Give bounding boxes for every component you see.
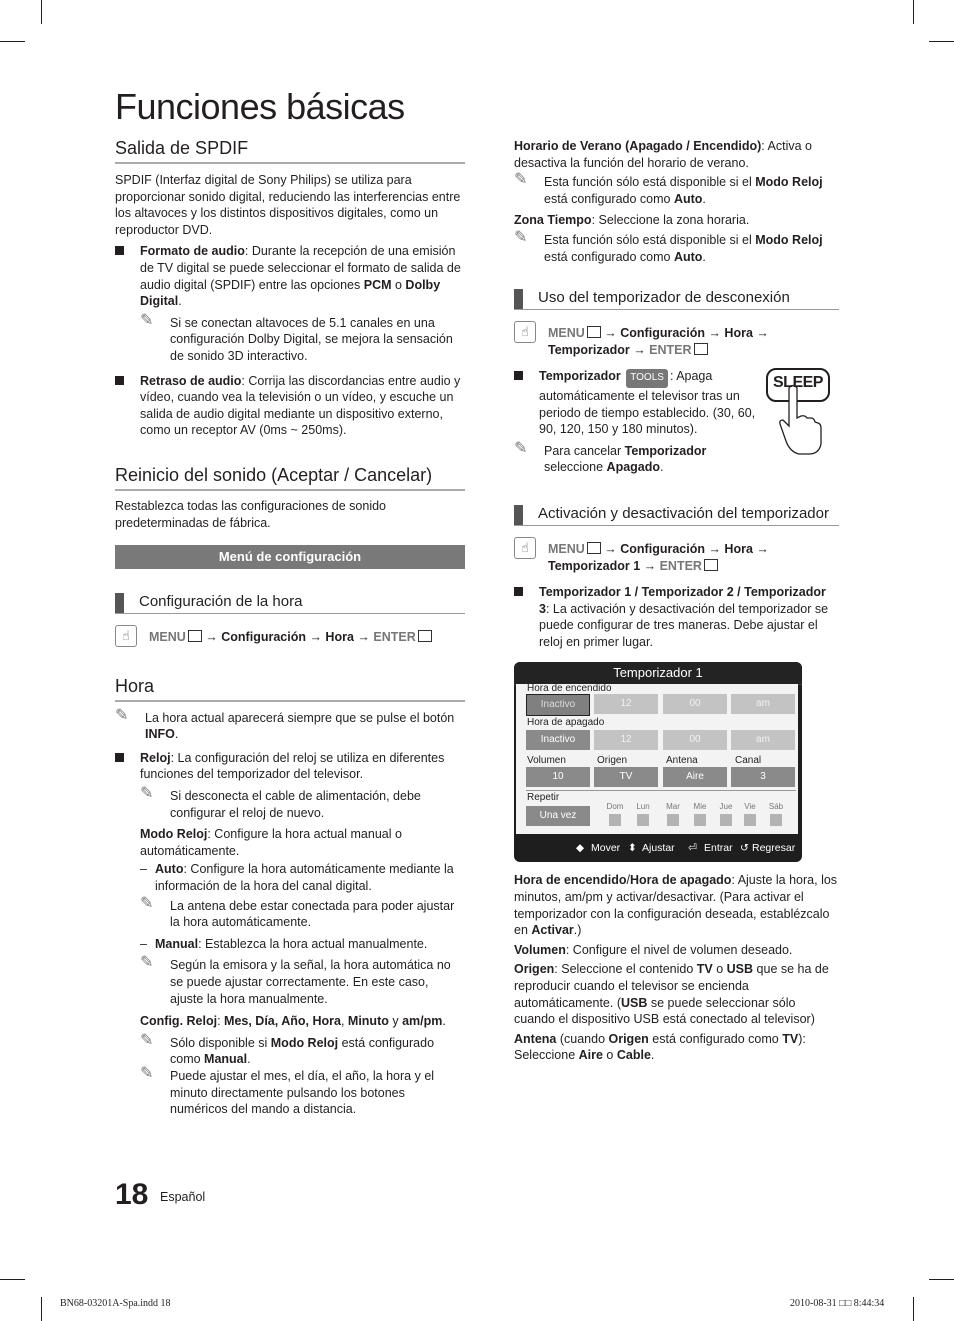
page-title: Funciones básicas bbox=[115, 86, 405, 127]
menu-hand-icon: ☝ bbox=[514, 321, 536, 343]
osd-move-label: Mover bbox=[591, 842, 621, 855]
crop-mark bbox=[41, 0, 42, 24]
note-solo-disponible: ✎ Sólo disponible si Modo Reloj está configurado como Manual. bbox=[140, 1031, 435, 1067]
note-verano-modo-reloj: ✎ Esta función sólo está disponible si el Modo Reloj está configurado como Auto. bbox=[514, 171, 823, 206]
note-emisora: ✎ Según la emisora y la señal, la hora automática no se puede ajustar correctamente. En este caso, ajuste la hora manualmente. bbox=[140, 954, 451, 1006]
menu-hand-icon: ☝ bbox=[514, 537, 536, 559]
osd-label-off: Hora de apagado bbox=[527, 717, 605, 729]
osd-enter-icon: ⏎ bbox=[688, 842, 697, 855]
osd-body bbox=[516, 684, 798, 834]
note-cancelar-temporizador: ✎ Para cancelar Temporizador seleccione Apagado. bbox=[514, 439, 707, 475]
osd-off-hour[interactable]: 12 bbox=[594, 730, 658, 750]
osd-adjust-icon: ⬍ bbox=[628, 842, 637, 855]
menu-path-temporizador-1: ☝ MENU → Configuración → Hora → Temporizador 1 → ENTER bbox=[514, 541, 839, 574]
osd-footer bbox=[514, 834, 802, 862]
note-pencil-icon: ✎ bbox=[115, 706, 129, 724]
temporizador-block bbox=[514, 368, 839, 476]
bullet-reloj: Reloj: La configuración del reloj se utiliza en diferentes funciones del temporizador del televisor. bbox=[115, 750, 465, 783]
crop-mark bbox=[0, 1279, 25, 1280]
note-cable: ✎ Si desconecta el cable de alimentación, debe configurar el reloj de nuevo. bbox=[140, 785, 421, 820]
crop-mark bbox=[913, 0, 914, 24]
crop-mark bbox=[929, 1279, 954, 1280]
timer-osd-screen bbox=[514, 662, 802, 862]
note-pencil-icon: ✎ bbox=[140, 1064, 154, 1082]
note-ajustar: ✎ Puede ajustar el mes, el día, el año, la hora y el minuto directamente pulsando los botones numéricos del mando a distancia. bbox=[140, 1064, 435, 1117]
menu-icon bbox=[587, 542, 601, 554]
reinicio-text: Restablezca todas las configuraciones de sonido predeterminadas de fábrica. bbox=[115, 498, 387, 530]
osd-on-state[interactable]: Inactivo bbox=[526, 694, 590, 716]
osd-label-source: Origen bbox=[597, 755, 628, 767]
section-heading-reinicio: Reinicio del sonido (Aceptar / Cancelar) bbox=[115, 465, 465, 491]
menu-config-banner: Menú de configuración bbox=[115, 545, 465, 569]
osd-repeat-value[interactable]: Una vez bbox=[526, 806, 590, 826]
right-column bbox=[514, 138, 839, 1064]
note-pencil-icon: ✎ bbox=[514, 171, 528, 189]
desc-origen: Origen: Seleccione el contenido TV o USB que se ha de reproducir cuando el televisor se encienda automáticamente. (USB se puede seleccionar sólo cuando el dispositivo USB está conectado al televisor) bbox=[514, 962, 829, 1027]
osd-title: Temporizador 1 bbox=[514, 662, 802, 685]
osd-enter-label: Entrar bbox=[704, 842, 733, 855]
menu-path-temporizador: ☝ MENU → Configuración → Hora → Temporizador → ENTER bbox=[514, 325, 839, 358]
osd-channel-value[interactable]: 3 bbox=[731, 767, 795, 787]
osd-day-checkbox[interactable] bbox=[694, 814, 706, 826]
osd-day-checkbox[interactable] bbox=[609, 814, 621, 826]
osd-off-ampm[interactable]: am bbox=[731, 730, 795, 750]
crop-mark bbox=[0, 41, 25, 42]
enter-icon bbox=[704, 559, 718, 571]
page-number: 18 bbox=[115, 1178, 149, 1211]
note-dolby: ✎ Si se conectan altavoces de 5.1 canales en una configuración Dolby Digital, se mejora la sensación de sonido 3D interactivo. bbox=[140, 311, 453, 363]
heading-bar bbox=[115, 593, 124, 613]
osd-off-state[interactable]: Inactivo bbox=[526, 730, 590, 750]
note-pencil-icon: ✎ bbox=[514, 439, 528, 457]
osd-source-value[interactable]: TV bbox=[594, 767, 658, 787]
osd-label-on: Hora de encendido bbox=[527, 683, 612, 695]
osd-label-volume: Volumen bbox=[527, 755, 566, 767]
note-pencil-icon: ✎ bbox=[140, 785, 154, 803]
note-pencil-icon: ✎ bbox=[140, 1031, 154, 1049]
osd-day-label: Vie bbox=[744, 802, 756, 812]
menu-icon bbox=[587, 326, 601, 338]
note-pencil-icon: ✎ bbox=[140, 311, 154, 329]
note-zona-modo-reloj: ✎ Esta función sólo está disponible si el Modo Reloj está configurado como Auto. bbox=[514, 228, 823, 264]
bullet-square-icon bbox=[115, 376, 124, 385]
osd-divider bbox=[526, 790, 796, 791]
tools-badge: TOOLS bbox=[626, 369, 668, 388]
bullet-retraso-audio: Retraso de audio: Corrija las discordancias entre audio y vídeo, cuando vea la televisión o un vídeo, y escuche un salida de audio digital mediante un dispositivo externo, como un receptor AV (0ms ~ 250ms). bbox=[115, 373, 465, 439]
modo-reloj-text: Modo Reloj: Configure la hora actual manual o automáticamente. bbox=[140, 827, 402, 858]
osd-volume-value[interactable]: 10 bbox=[526, 767, 590, 787]
osd-return-label: Regresar bbox=[752, 842, 796, 855]
osd-day-label: Jue bbox=[719, 802, 733, 812]
osd-day-label: Lun bbox=[636, 802, 650, 812]
section-heading-activacion: Activación y desactivación del temporizador bbox=[514, 503, 839, 526]
section-heading-uso-temporizador: Uso del temporizador de desconexión bbox=[514, 287, 839, 310]
osd-day-checkbox[interactable] bbox=[720, 814, 732, 826]
desc-antena: Antena (cuando Origen está configurado como TV): Seleccione Aire o Cable. bbox=[514, 1031, 806, 1063]
bullet-square-icon bbox=[115, 753, 124, 762]
bullet-temporizador: Temporizador TOOLS : Apaga automáticamente el televisor tras un periodo de tiempo establecido. (30, 60, 90, 120, 150 y 180 minutos). bbox=[514, 368, 764, 437]
osd-off-minute[interactable]: 00 bbox=[663, 730, 727, 750]
osd-day-checkbox[interactable] bbox=[744, 814, 756, 826]
spdif-intro: SPDIF (Interfaz digital de Sony Philips) se utiliza para proporcionar sonido digital, reduciendo las interferencias entre los altavoces y los distintos dispositivos digitales, como un reproductor DVD. bbox=[115, 173, 461, 237]
osd-label-antenna: Antena bbox=[666, 755, 698, 767]
footer-language: Español bbox=[160, 1190, 206, 1204]
desc-hora-encendido: Hora de encendido/Hora de apagado: Ajuste la hora, los minutos, am/pm y activar/desactivar. (Para activar el temporizador con la configuración deseada, establézcalo en Activar.) bbox=[514, 873, 838, 938]
note-pencil-icon: ✎ bbox=[140, 954, 154, 972]
slug-date: 2010-08-31 □□ 8:44:34 bbox=[790, 1298, 885, 1309]
osd-label-channel: Canal bbox=[735, 755, 762, 767]
osd-day-label: Sáb bbox=[768, 802, 784, 812]
bullet-temporizadores: Temporizador 1 / Temporizador 2 / Temporizador 3: La activación y desactivación del temporizador se puede configurar de tres maneras. Debe ajustar el reloj en primer lugar. bbox=[514, 584, 839, 650]
osd-on-minute[interactable]: 00 bbox=[663, 694, 727, 714]
enter-icon bbox=[694, 343, 708, 355]
osd-day-checkbox[interactable] bbox=[770, 814, 782, 826]
note-hora-actual: ✎ La hora actual aparecerá siempre que se pulse el botón INFO. bbox=[115, 706, 455, 742]
slug-file: BN68-03201A-Spa.indd 18 bbox=[60, 1298, 171, 1309]
section-heading-hora: Hora bbox=[115, 676, 465, 702]
enter-icon bbox=[418, 630, 432, 642]
dash-manual: – Manual: Establezca la hora actual manualmente. bbox=[140, 936, 428, 951]
heading-bar bbox=[514, 505, 523, 525]
menu-hand-icon: ☝ bbox=[115, 625, 137, 647]
bullet-square-icon bbox=[514, 587, 523, 596]
osd-adjust-label: Ajustar bbox=[642, 842, 675, 855]
note-antena: ✎ La antena debe estar conectada para poder ajustar la hora automáticamente. bbox=[140, 894, 455, 930]
dash-auto: – Auto: Configure la hora automáticamente mediante la información de la hora del canal digital. bbox=[140, 862, 454, 894]
menu-path-hora: ☝ MENU → Configuración → Hora → ENTER bbox=[115, 629, 465, 646]
desc-volumen: Volumen: Configure el nivel de volumen deseado. bbox=[514, 942, 793, 957]
sleep-button-illustration bbox=[764, 366, 834, 456]
crop-mark bbox=[41, 1297, 42, 1321]
note-pencil-icon: ✎ bbox=[140, 894, 154, 912]
osd-day-label: Dom bbox=[606, 802, 624, 812]
osd-day-checkbox[interactable] bbox=[667, 814, 679, 826]
horario-verano-text: Horario de Verano (Apagado / Encendido): Activa o desactiva la función del horario de verano. bbox=[514, 139, 812, 170]
osd-label-repeat: Repetir bbox=[527, 792, 560, 804]
osd-return-icon: ↺ bbox=[740, 842, 749, 855]
osd-move-icon: ◆ bbox=[576, 842, 585, 855]
crop-mark bbox=[913, 1297, 914, 1321]
zona-tiempo-text: Zona Tiempo: Seleccione la zona horaria. bbox=[514, 213, 750, 228]
menu-icon bbox=[188, 630, 202, 642]
bullet-square-icon bbox=[115, 246, 124, 255]
crop-mark bbox=[929, 41, 954, 42]
sleep-button-label: SLEEP bbox=[773, 374, 823, 392]
osd-on-hour[interactable]: 12 bbox=[594, 694, 658, 714]
left-column bbox=[115, 138, 465, 1118]
osd-day-label: Mar bbox=[666, 802, 680, 812]
heading-bar bbox=[514, 289, 523, 309]
section-heading-spdif: Salida de SPDIF bbox=[115, 138, 465, 164]
config-reloj-text: Config. Reloj: Mes, Día, Año, Hora, Minuto y am/pm. bbox=[140, 1014, 446, 1029]
note-pencil-icon: ✎ bbox=[514, 228, 528, 246]
osd-on-ampm[interactable]: am bbox=[731, 694, 795, 714]
bullet-formato-audio: Formato de audio: Durante la recepción de una emisión de TV digital se puede seleccionar el formato de salida de audio digital (SPDIF) entre las opciones PCM o Dolby Digital. bbox=[115, 243, 465, 309]
osd-antenna-value[interactable]: Aire bbox=[663, 767, 727, 787]
osd-day-checkbox[interactable] bbox=[637, 814, 649, 826]
section-heading-config-hora: Configuración de la hora bbox=[115, 591, 465, 614]
bullet-square-icon bbox=[514, 371, 523, 380]
osd-day-label: Mie bbox=[693, 802, 707, 812]
